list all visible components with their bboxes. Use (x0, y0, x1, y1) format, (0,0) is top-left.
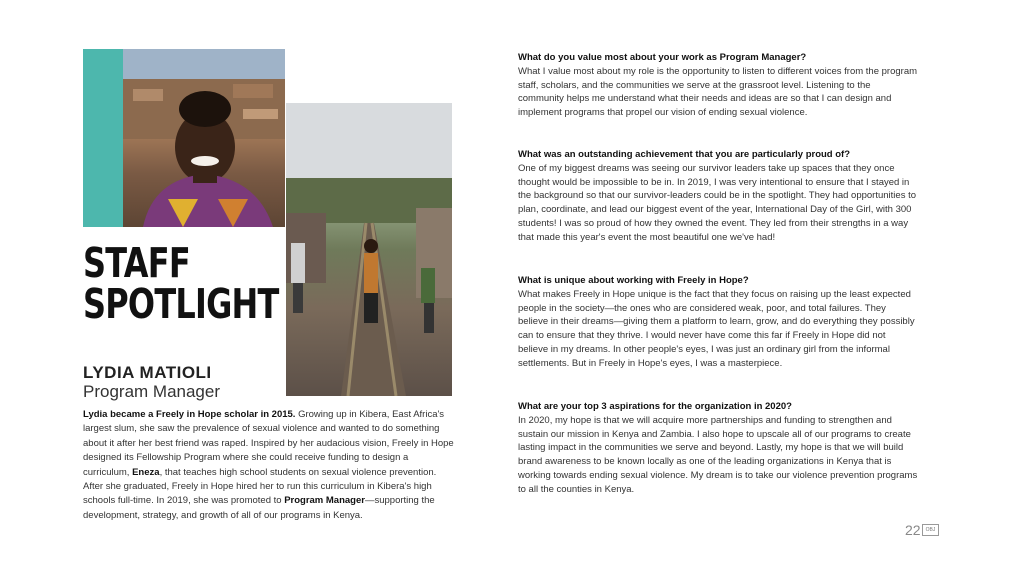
answer: One of my biggest dreams was seeing our survivor leaders take up spaces that they once thought would be impossible to be in. In 2019, I was very intentional to ensure that I stayed in the background so that our survivor-leaders could be in the spotlight. They had opportunities to plan, coordinate, and lead our biggest event of the year, International Day of the Girl, with 300 students! I was so proud of how they owned the event. They led from their strengths in a way that made this year's event the most beautiful one we've had! (518, 162, 917, 243)
staff-name: LYDIA MATIOLI (83, 363, 212, 382)
title-line-1: STAFF (83, 239, 190, 287)
portrait-photo (123, 49, 285, 227)
answer: In 2020, my hope is that we will acquire more partnerships and funding to strengthen and sustain our mission in Kenya and Zambia. I also hope to upscale all of our programs to create lasting impact in the communities we serve and beyond. Lastly, my hope is that we will build brand awareness to be known locally as one of the leading organizations in Kenya that is working towards ending sexual violence. My dream is to take our violence prevention programs to all the counties in Kenya. (518, 414, 918, 495)
question: What are your top 3 aspirations for the organization in 2020? (518, 401, 792, 412)
accent-bar (83, 49, 123, 227)
bio-eneza: Eneza (132, 466, 160, 478)
question: What was an outstanding achievement that you are particularly proud of? (518, 149, 851, 160)
title-line-2: SPOTLIGHT (83, 280, 279, 328)
bio-lead: Lydia became a Freely in Hope scholar in 2015. (83, 409, 296, 420)
qa-block-4 (518, 400, 918, 497)
qa-block-3 (518, 274, 918, 371)
bio-promo: Program Manager (284, 495, 365, 507)
staff-role: Program Manager (83, 382, 221, 401)
bio-paragraph (83, 408, 455, 523)
qa-block-2 (518, 148, 918, 245)
bio-text-3: —supporting the development, strategy, and growth of all of our programs in Kenya. (83, 495, 435, 521)
answer: What makes Freely in Hope unique is the fact that they focus on raising up the least expected people in the society—the ones who are considered weak, poor, and total failures. They believe in their dreams—giving them a platform to learn, grow, and do everything they possibly can to ensure that they thrive. I would never have come this far if Freely in Hope did not believe in my dreams. In other people's eyes, I was just an ordinary girl from the informal settlements. But in Freely in Hope's eyes, I was a masterpiece. (518, 288, 915, 369)
answer: What I value most about my role is the opportunity to listen to different voices from the program staff, scholars, and the communities we serve at the grassroot level. Listening to the community helps me understand what their needs and ideas are so that I can design and implement programs that propel our vision of ending sexual violence. (518, 65, 918, 119)
question: What do you value most about your work as Program Manager? (518, 52, 807, 63)
question: What is unique about working with Freely in Hope? (518, 275, 749, 286)
bio-text-1: Growing up in Kibera, East Africa's largest slum, she saw the prevalence of sexual violence and wanted to do something about it after her best friend was raped. Inspired by her audacious vision, Freely in Hope designed its Fellowship Program where she could receive funding to design a curriculum, (83, 409, 454, 478)
org-logo: OBJ (922, 524, 939, 536)
page-number: 22 (905, 522, 921, 538)
page-title (83, 239, 279, 328)
qa-block-1 (518, 51, 918, 120)
bio-text-2: , that teaches high school students on sexual violence prevention. After she graduated, Freely in Hope hired her to run this curriculum in Kibera's high schools full-time. In 2019, she was promoted to (83, 466, 437, 507)
railway-photo (286, 103, 452, 396)
